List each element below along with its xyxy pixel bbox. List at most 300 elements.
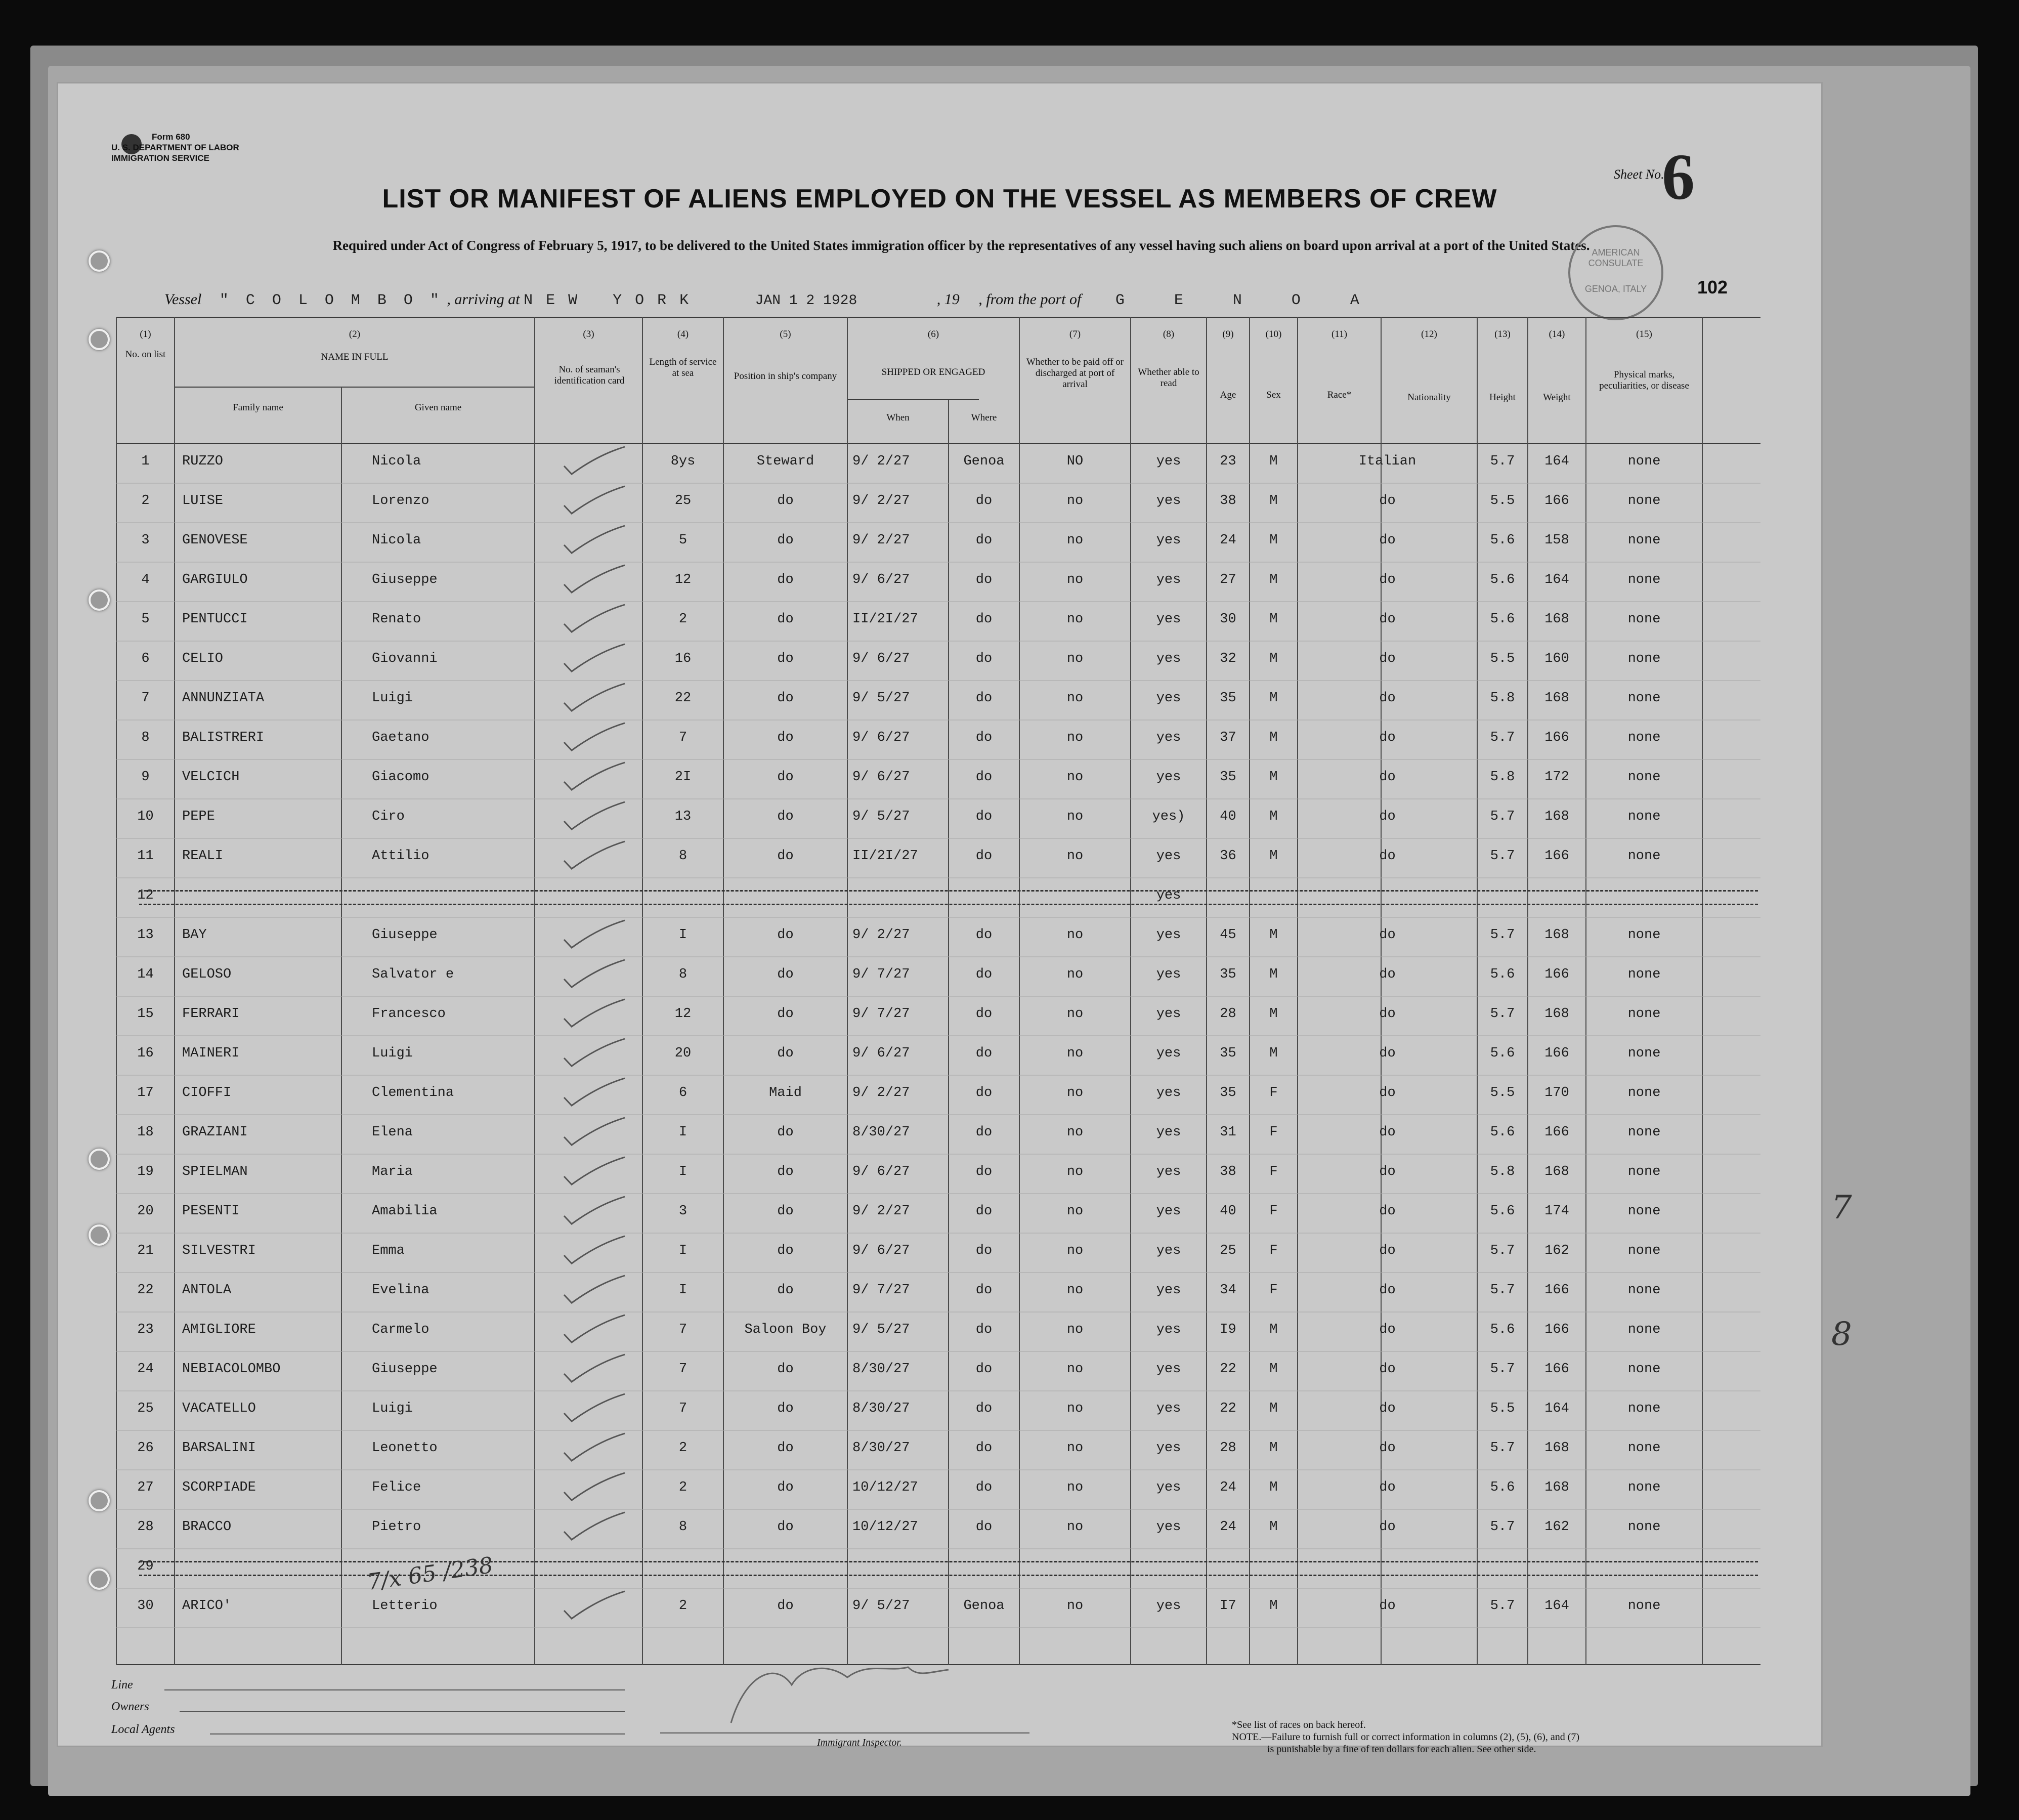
cell-weight: 168 — [1544, 612, 1569, 627]
cell-race: do — [1379, 1085, 1396, 1101]
cell-where: do — [975, 1362, 993, 1377]
cell-sex: M — [1269, 927, 1278, 943]
cell-height: 5.6 — [1490, 1204, 1515, 1219]
cell-race: do — [1379, 1441, 1396, 1456]
cell-sex: M — [1269, 454, 1278, 469]
cell-age: 24 — [1220, 1519, 1236, 1535]
cell-read: yes — [1156, 572, 1181, 587]
cell-position: Steward — [756, 454, 814, 469]
cell-weight: 162 — [1544, 1519, 1569, 1535]
cell-sex: F — [1269, 1204, 1278, 1219]
cell-no: 1 — [141, 454, 150, 469]
cell-race: do — [1379, 1204, 1396, 1219]
cell-when: 9/ 2/27 — [852, 533, 910, 548]
cell-family: NEBIACOLOMBO — [182, 1362, 281, 1377]
cell-given: Ciro — [372, 809, 405, 824]
cell-read: yes — [1156, 1362, 1181, 1377]
cell-marks: none — [1627, 1441, 1661, 1456]
inspector-signature — [731, 1667, 949, 1723]
header-length-service: Length of service at sea — [649, 357, 717, 378]
column-number: (1) — [140, 329, 151, 340]
cell-paid: no — [1066, 849, 1084, 864]
cell-no: 8 — [141, 730, 150, 745]
cell-given: Francesco — [372, 1006, 446, 1022]
cell-position: do — [777, 927, 794, 943]
header-name-in-full: NAME IN FULL — [321, 352, 389, 362]
cell-when: 10/12/27 — [852, 1480, 918, 1495]
cell-marks: none — [1627, 1243, 1661, 1258]
cell-service: 5 — [678, 533, 688, 548]
cell-read: yes — [1156, 849, 1181, 864]
cell-marks: none — [1627, 809, 1661, 824]
cell-no: 16 — [137, 1046, 154, 1061]
cell-service: I — [678, 1243, 688, 1258]
cell-given: Luigi — [372, 1046, 413, 1061]
manifest-sheet — [58, 83, 1821, 1755]
cell-read: yes — [1156, 1006, 1181, 1022]
cell-marks: none — [1627, 533, 1661, 548]
form-number: Form 680 — [152, 132, 190, 142]
cell-weight: 166 — [1544, 1125, 1569, 1140]
cell-service: I — [678, 1164, 688, 1179]
cell-no: 29 — [137, 1559, 154, 1574]
cell-paid: no — [1066, 1164, 1084, 1179]
cell-height: 5.6 — [1490, 572, 1515, 587]
column-number: (6) — [927, 329, 939, 340]
cell-no: 26 — [137, 1441, 154, 1456]
cell-read: yes — [1156, 454, 1181, 469]
cell-given: Maria — [372, 1164, 413, 1179]
cell-sex: M — [1269, 1362, 1278, 1377]
cell-sex: M — [1269, 1480, 1278, 1495]
cell-age: 38 — [1220, 493, 1236, 509]
cell-sex: M — [1269, 691, 1278, 706]
cell-no: 21 — [137, 1243, 154, 1258]
cell-service: 2 — [678, 612, 688, 627]
cell-position: do — [777, 572, 794, 587]
cell-where: do — [975, 1085, 993, 1101]
cell-no: 9 — [141, 770, 150, 785]
cell-no: 27 — [137, 1480, 154, 1495]
cell-given: Salvator e — [372, 967, 454, 982]
cell-when: 9/ 5/27 — [852, 809, 910, 824]
cell-marks: none — [1627, 1401, 1661, 1416]
cell-service: 8ys — [670, 454, 696, 469]
cell-family: SPIELMAN — [182, 1164, 248, 1179]
cell-weight: 166 — [1544, 730, 1569, 745]
cell-no: 24 — [137, 1362, 154, 1377]
cell-race: do — [1379, 1598, 1396, 1614]
cell-read: yes — [1156, 651, 1181, 666]
cell-no: 12 — [137, 888, 154, 903]
cell-marks: none — [1627, 612, 1661, 627]
cell-no: 10 — [137, 809, 154, 824]
cell-weight: 166 — [1544, 967, 1569, 982]
cell-marks: none — [1627, 493, 1661, 509]
cell-paid: no — [1066, 809, 1084, 824]
cell-when: 9/ 6/27 — [852, 572, 910, 587]
cell-given: Leonetto — [372, 1441, 438, 1456]
cell-no: 23 — [137, 1322, 154, 1337]
cell-read: yes — [1156, 1598, 1181, 1614]
department-name: U. S. DEPARTMENT OF LABOR — [111, 143, 239, 152]
cell-given: Giuseppe — [372, 572, 438, 587]
cell-race: do — [1379, 1480, 1396, 1495]
cell-paid: no — [1066, 1006, 1084, 1022]
cell-position: do — [777, 1125, 794, 1140]
cell-service: 22 — [674, 691, 692, 706]
header-age: Age — [1220, 390, 1236, 400]
column-number: (14) — [1549, 329, 1565, 340]
sheet-label: Sheet No. — [1614, 167, 1664, 182]
cell-weight: 168 — [1544, 1441, 1569, 1456]
cell-age: 22 — [1220, 1362, 1236, 1377]
cell-marks: none — [1627, 651, 1661, 666]
column-number: (4) — [677, 329, 689, 340]
cell-sex: F — [1269, 1085, 1278, 1101]
cell-when: 9/ 7/27 — [852, 1283, 910, 1298]
cell-service: 25 — [674, 493, 692, 509]
cell-when: 9/ 2/27 — [852, 493, 910, 509]
cell-family: SILVESTRI — [182, 1243, 256, 1258]
cell-where: do — [975, 1401, 993, 1416]
cell-read: yes — [1156, 533, 1181, 548]
sheet-number: 6 — [1662, 141, 1695, 214]
column-number: (11) — [1331, 329, 1347, 340]
cell-sex: M — [1269, 1046, 1278, 1061]
cell-no: 11 — [137, 849, 154, 864]
cell-no: 28 — [137, 1519, 154, 1535]
cell-where: do — [975, 1006, 993, 1022]
cell-position: do — [777, 770, 794, 785]
header-physical-marks: Physical marks, peculiarities, or disease — [1599, 369, 1689, 391]
cell-given: Luigi — [372, 691, 413, 706]
cell-age: 28 — [1220, 1006, 1236, 1022]
cell-paid: no — [1066, 1046, 1084, 1061]
cell-sex: M — [1269, 1401, 1278, 1416]
cell-weight: 164 — [1544, 454, 1569, 469]
cell-height: 5.7 — [1490, 454, 1515, 469]
cell-marks: none — [1627, 1362, 1661, 1377]
cell-race: do — [1379, 493, 1396, 509]
cell-family: VELCICH — [182, 770, 240, 785]
cell-race: do — [1379, 1243, 1396, 1258]
cell-no: 4 — [141, 572, 150, 587]
cell-age: 38 — [1220, 1164, 1236, 1179]
cell-weight: 166 — [1544, 849, 1569, 864]
cell-no: 25 — [137, 1401, 154, 1416]
cell-paid: no — [1066, 927, 1084, 943]
cell-family: LUISE — [182, 493, 224, 509]
cell-sex: M — [1269, 849, 1278, 864]
cell-paid: no — [1066, 533, 1084, 548]
arriving-label: , arriving at — [447, 291, 520, 308]
cell-height: 5.7 — [1490, 1519, 1515, 1535]
cell-position: do — [777, 612, 794, 627]
cell-race: do — [1379, 730, 1396, 745]
cell-given: Lorenzo — [372, 493, 429, 509]
cell-service: 7 — [678, 1401, 688, 1416]
cell-family: REALI — [182, 849, 224, 864]
cell-when: 8/30/27 — [852, 1441, 910, 1456]
cell-age: 27 — [1220, 572, 1236, 587]
cell-weight: 172 — [1544, 770, 1569, 785]
header-when: When — [886, 412, 910, 423]
stamp-line: GENOA, ITALY — [1584, 284, 1647, 294]
cell-sex: M — [1269, 1006, 1278, 1022]
cell-race: do — [1379, 809, 1396, 824]
cell-weight: 168 — [1544, 1164, 1569, 1179]
cell-age: 31 — [1220, 1125, 1236, 1140]
column-number: (8) — [1163, 329, 1175, 340]
cell-position: do — [777, 1006, 794, 1022]
cell-sex: M — [1269, 1441, 1278, 1456]
cell-paid: no — [1066, 1362, 1084, 1377]
cell-race: do — [1379, 1046, 1396, 1061]
cell-where: do — [975, 651, 993, 666]
cell-marks: none — [1627, 572, 1661, 587]
cell-weight: 166 — [1544, 1322, 1569, 1337]
cell-marks: none — [1627, 967, 1661, 982]
cell-no: 5 — [141, 612, 150, 627]
cell-when: 9/ 5/27 — [852, 1322, 910, 1337]
header-weight: Weight — [1543, 392, 1571, 403]
cell-sex: M — [1269, 612, 1278, 627]
cell-where: do — [975, 691, 993, 706]
cell-no: 15 — [137, 1006, 154, 1022]
cell-paid: no — [1066, 1401, 1084, 1416]
cell-no: 30 — [137, 1598, 154, 1614]
cell-given: Renato — [372, 612, 421, 627]
cell-weight: 162 — [1544, 1243, 1569, 1258]
page-title: LIST OR MANIFEST OF ALIENS EMPLOYED ON THE VESSEL AS MEMBERS OF CREW — [382, 184, 1497, 214]
cell-read: yes — [1156, 1085, 1181, 1101]
cell-given: Amabilia — [372, 1204, 438, 1219]
cell-height: 5.5 — [1490, 493, 1515, 509]
cell-family: ARICO' — [182, 1598, 232, 1614]
footnote-fine: NOTE.—Failure to furnish full or correct information in columns (2), (5), (6), and (7) — [1232, 1731, 1580, 1743]
cell-weight: 166 — [1544, 493, 1569, 509]
cell-weight: 168 — [1544, 809, 1569, 824]
owners-label: Owners — [111, 1700, 149, 1713]
cell-marks: none — [1627, 1046, 1661, 1061]
cell-read: yes — [1156, 888, 1181, 903]
cell-height: 5.8 — [1490, 691, 1515, 706]
cell-where: do — [975, 967, 993, 982]
cell-marks: none — [1627, 849, 1661, 864]
cell-age: 45 — [1220, 927, 1236, 943]
cell-read: yes — [1156, 612, 1181, 627]
cell-race: do — [1379, 849, 1396, 864]
vessel-name: " C O L O M B O " — [219, 292, 443, 309]
cell-given: Evelina — [372, 1283, 429, 1298]
service-name: IMMIGRATION SERVICE — [111, 153, 209, 163]
cell-service: 12 — [674, 1006, 692, 1022]
cell-weight: 166 — [1544, 1362, 1569, 1377]
cell-service: 16 — [674, 651, 692, 666]
cell-when: 9/ 7/27 — [852, 967, 910, 982]
cell-sex: M — [1269, 1598, 1278, 1614]
cell-race: do — [1379, 770, 1396, 785]
cell-height: 5.6 — [1490, 1125, 1515, 1140]
column-number: (9) — [1222, 329, 1234, 340]
cell-no: 17 — [137, 1085, 154, 1101]
cell-given: Elena — [372, 1125, 413, 1140]
cell-height: 5.6 — [1490, 533, 1515, 548]
cell-where: do — [975, 1125, 993, 1140]
cell-age: 35 — [1220, 691, 1236, 706]
cell-sex: F — [1269, 1283, 1278, 1298]
handwritten-note: 7/x 65 /238 — [365, 1552, 495, 1596]
cell-race: do — [1379, 1006, 1396, 1022]
cell-no: 14 — [137, 967, 154, 982]
cell-weight: 164 — [1544, 1598, 1569, 1614]
cell-marks: none — [1627, 1519, 1661, 1535]
cell-age: 28 — [1220, 1441, 1236, 1456]
cell-when: 9/ 6/27 — [852, 651, 910, 666]
cell-when: 9/ 7/27 — [852, 1006, 910, 1022]
cell-family: GARGIULO — [182, 572, 248, 587]
cell-weight: 168 — [1544, 691, 1569, 706]
header-race: Race* — [1327, 390, 1352, 400]
cell-height: 5.5 — [1490, 651, 1515, 666]
cell-height: 5.5 — [1490, 1085, 1515, 1101]
cell-where: do — [975, 1164, 993, 1179]
cell-height: 5.7 — [1490, 1006, 1515, 1022]
cell-read: yes — [1156, 691, 1181, 706]
cell-race: do — [1379, 1164, 1396, 1179]
cell-family: ANNUNZIATA — [182, 691, 265, 706]
header-position: Position in ship's company — [734, 371, 837, 382]
cell-given: Luigi — [372, 1401, 413, 1416]
cell-when: 8/30/27 — [852, 1125, 910, 1140]
margin-handwriting: 8 — [1831, 1316, 1852, 1353]
cell-age: 22 — [1220, 1401, 1236, 1416]
header-height: Height — [1489, 392, 1516, 403]
cell-service: 7 — [678, 730, 688, 745]
cell-height: 5.6 — [1490, 967, 1515, 982]
column-number: (10) — [1265, 329, 1282, 340]
cell-position: do — [777, 1480, 794, 1495]
cell-read: yes — [1156, 1322, 1181, 1337]
cell-read: yes) — [1152, 809, 1185, 824]
cell-service: 7 — [678, 1362, 688, 1377]
cell-family: PESENTI — [182, 1204, 240, 1219]
cell-when: 8/30/27 — [852, 1362, 910, 1377]
from-port: G E N O A — [1115, 292, 1380, 309]
cell-position: do — [777, 1401, 794, 1416]
cell-marks: none — [1627, 1283, 1661, 1298]
cell-family: PENTUCCI — [182, 612, 248, 627]
cell-position: do — [777, 1204, 794, 1219]
page-subtitle: Required under Act of Congress of February 5, 1917, to be delivered to the United States immigration officer by the representatives of any vessel having such aliens on board upon arrival at a port of the United States. — [332, 238, 1590, 253]
cell-service: I — [678, 927, 688, 943]
cell-family: ANTOLA — [182, 1283, 232, 1298]
cell-service: 12 — [674, 572, 692, 587]
cell-height: 5.7 — [1490, 1598, 1515, 1614]
cell-where: do — [975, 1480, 993, 1495]
cell-sex: F — [1269, 1243, 1278, 1258]
cell-no: 13 — [137, 927, 154, 943]
cell-where: do — [975, 849, 993, 864]
date-stamp: JAN 1 2 1928 — [755, 293, 857, 309]
margin-handwriting: 7 — [1831, 1189, 1852, 1226]
cell-race: do — [1379, 1322, 1396, 1337]
cell-where: do — [975, 493, 993, 509]
cell-when: II/2I/27 — [852, 849, 918, 864]
cell-age: 35 — [1220, 1046, 1236, 1061]
cell-where: do — [975, 1243, 993, 1258]
header-sex: Sex — [1266, 390, 1281, 400]
cell-paid: no — [1066, 730, 1084, 745]
cell-sex: M — [1269, 730, 1278, 745]
cell-sex: M — [1269, 809, 1278, 824]
cell-age: 40 — [1220, 809, 1236, 824]
cell-read: yes — [1156, 927, 1181, 943]
cell-paid: no — [1066, 1243, 1084, 1258]
cell-race: do — [1379, 1125, 1396, 1140]
cell-paid: no — [1066, 1204, 1084, 1219]
cell-age: 36 — [1220, 849, 1236, 864]
cell-position: do — [777, 809, 794, 824]
column-number: (12) — [1421, 329, 1437, 340]
cell-family: AMIGLIORE — [182, 1322, 256, 1337]
header-shipped: SHIPPED OR ENGAGED — [881, 367, 985, 377]
cell-race: do — [1379, 927, 1396, 943]
cell-weight: 158 — [1544, 533, 1569, 548]
line-label: Line — [111, 1678, 133, 1691]
cell-race: do — [1379, 533, 1396, 548]
cell-when: 9/ 6/27 — [852, 770, 910, 785]
cell-where: do — [975, 1322, 993, 1337]
cell-where: do — [975, 572, 993, 587]
cell-weight: 174 — [1544, 1204, 1569, 1219]
cell-sex: F — [1269, 1125, 1278, 1140]
cell-where: Genoa — [963, 454, 1005, 469]
cell-family: PEPE — [182, 809, 215, 824]
cell-read: yes — [1156, 1441, 1181, 1456]
cell-paid: no — [1066, 967, 1084, 982]
cell-where: do — [975, 809, 993, 824]
cell-height: 5.8 — [1490, 1164, 1515, 1179]
cell-when: 9/ 2/27 — [852, 927, 910, 943]
cell-family: GELOSO — [182, 967, 232, 982]
header-where: Where — [971, 412, 997, 423]
cell-paid: no — [1066, 1441, 1084, 1456]
cell-no: 3 — [141, 533, 150, 548]
cell-marks: none — [1627, 1164, 1661, 1179]
cell-service: 2 — [678, 1441, 688, 1456]
cell-paid: no — [1066, 691, 1084, 706]
cell-race: do — [1379, 1519, 1396, 1535]
cell-age: 30 — [1220, 612, 1236, 627]
cell-paid: no — [1066, 770, 1084, 785]
cell-when: 8/30/27 — [852, 1401, 910, 1416]
cell-read: yes — [1156, 770, 1181, 785]
cell-age: 24 — [1220, 1480, 1236, 1495]
cell-position: do — [777, 1046, 794, 1061]
cell-no: 6 — [141, 651, 150, 666]
cell-family: BAY — [182, 927, 207, 943]
cell-no: 2 — [141, 493, 150, 509]
cell-service: I — [678, 1283, 688, 1298]
cell-family: GRAZIANI — [182, 1125, 248, 1140]
cell-family: BALISTRERI — [182, 730, 265, 745]
cell-height: 5.8 — [1490, 770, 1515, 785]
cell-position: do — [777, 1519, 794, 1535]
cell-given: Felice — [372, 1480, 421, 1495]
cell-age: 35 — [1220, 967, 1236, 982]
